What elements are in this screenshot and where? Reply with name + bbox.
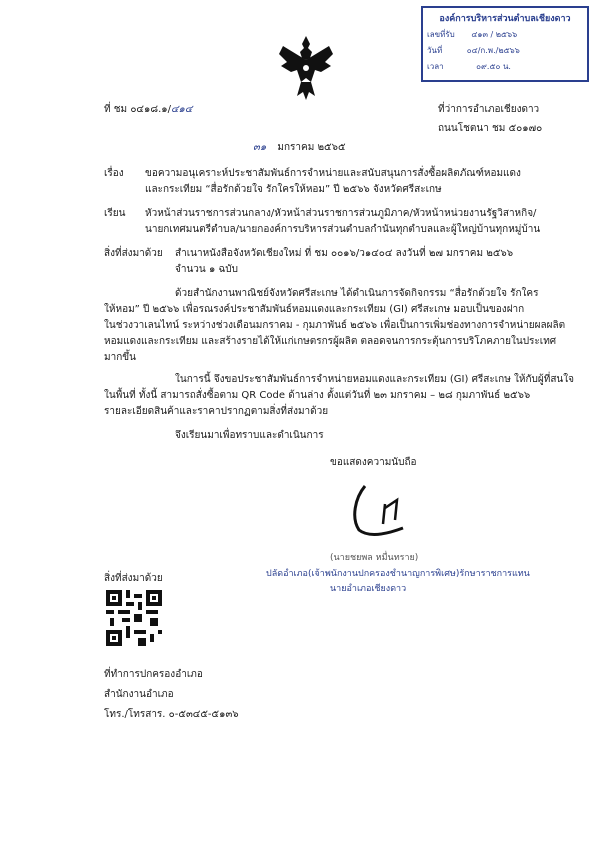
footer-line1: ที่ทำการปกครองอำเภอ xyxy=(104,669,203,680)
doc-date-day: ๓๑ xyxy=(253,142,267,153)
body-p2-line3: รายละเอียดสินค้าและราคาปรากฏตามสิ่งที่ส่งมาด้วย xyxy=(104,406,329,417)
body-p1-line2: ให้หอม” ปี ๒๕๖๖ เพื่อรณรงค์ประชาสัมพันธ์หอมแดงและกระเทียม (GI) ศรีสะเกษ มอบเป็นของฝาก xyxy=(104,304,525,315)
stamp-receive-label: เลขที่รับ xyxy=(427,30,455,39)
subject-label: เรื่อง xyxy=(104,168,124,179)
footer-line2: สำนักงานอำเภอ xyxy=(104,689,174,700)
stamp-receive-value: ๔๑๓ / ๒๕๖๖ xyxy=(471,30,518,39)
position-line2-text: นายอำเภอเชียงดาว xyxy=(330,584,407,594)
to-line1: หัวหน้าส่วนราชการส่วนกลาง/หัวหน้าส่วนราชการส่วนภูมิภาค/หัวหน้าหน่วยงานรัฐวิสาหกิจ/ xyxy=(145,208,537,219)
doc-number-text: ที่ ชม ๐๔๑๘.๑/ xyxy=(104,104,171,115)
to-label: เรียน xyxy=(104,208,126,219)
position-line1-text: ปลัดอำเภอ(เจ้าพนักงานปกครองชำนาญการพิเศษ)รักษาราชการแทน xyxy=(266,569,530,579)
office-address-line1: ที่ว่าการอำเภอเชียงดาว xyxy=(438,104,540,115)
doc-date xyxy=(253,141,346,155)
stamp-date-value: ๐๔/ก.พ./๒๕๖๖ xyxy=(466,46,520,55)
garuda-emblem-icon xyxy=(277,32,335,102)
closing-regards: ขอแสดงความนับถือ xyxy=(330,457,417,468)
stamp-org: องค์การบริหารส่วนตำบลเชียงดาว xyxy=(439,14,571,24)
body-p1-line5: มากขึ้น xyxy=(104,352,136,363)
doc-number-handwritten: ๔๑๔ xyxy=(170,104,193,115)
stamp-date-label: วันที่ xyxy=(427,46,443,55)
stamp-time-row xyxy=(427,60,587,73)
signature-icon xyxy=(345,478,417,542)
body-p1-line1: ด้วยสำนักงานพาณิชย์จังหวัดศรีสะเกษ ได้ดำเนินการจัดกิจกรรม “สื่อรักด้วยใจ รักใคร xyxy=(175,288,539,299)
body-p2-line1: ในการนี้ จึงขอประชาสัมพันธ์การจำหน่ายหอมแดงและกระเทียม (GI) ศรีสะเกษ ให้กับผู้ที่สนใจ xyxy=(175,374,575,385)
to-line2: นายกเทศมนตรีตำบล/นายกองค์การบริหารส่วนตำบลกำนันทุกตำบลและผู้ใหญ่บ้านทุกหมู่บ้าน xyxy=(145,224,541,235)
body-p1-line3: ในช่วงวาเลนไทน์ ระหว่างช่วงเดือนมกราคม - กุมภาพันธ์ ๒๕๖๖ เพื่อเป็นการเพิ่มช่องทางการจำหน่ายผลผลิต xyxy=(104,320,566,331)
stamp-time-value: ๐๙.๕๐ น. xyxy=(476,62,511,71)
receiving-stamp xyxy=(421,6,589,82)
stamp-time-label: เวลา xyxy=(427,62,444,71)
body-p3: จึงเรียนมาเพื่อทราบและดำเนินการ xyxy=(175,430,324,441)
doc-number xyxy=(104,103,192,117)
footer-line3: โทร./โทรสาร. ๐-๕๓๔๕-๕๑๓๖ xyxy=(104,709,239,720)
closing-position-line2 xyxy=(330,582,406,596)
attachment-label: สิ่งที่ส่งมาด้วย xyxy=(104,573,163,584)
subject-line2: และกระเทียม “สื่อรักด้วยใจ รักใครให้หอม” ปี ๒๕๖๖ จังหวัดศรีสะเกษ xyxy=(145,184,442,195)
stamp-receive-row xyxy=(427,28,587,41)
stamp-date-row xyxy=(427,44,587,57)
closing-position-line1 xyxy=(266,567,530,581)
qr-code-icon[interactable] xyxy=(106,590,162,646)
body-p1-line4: หอมแดงและกระเทียม และสร้างรายได้ให้แก่เกษตรกรผู้ผลิต ตลอดจนการกระตุ้นการบริโภคภายในประเทศ xyxy=(104,336,557,347)
closing-name: (นายชยพล หมื่นทราย) xyxy=(330,553,419,563)
body-p2-line2: ในพื้นที่ ทั้งนี้ สามารถสั่งซื้อตาม QR Code ด้านล่าง ตั้งแต่วันที่ ๒๓ มกราคม – ๒๘ กุมภาพันธ์ ๒๕๖๖ xyxy=(104,390,531,401)
doc-date-rest: มกราคม ๒๕๖๕ xyxy=(277,142,346,153)
reference-line2: จำนวน ๑ ฉบับ xyxy=(175,264,238,275)
subject-line1: ขอความอนุเคราะห์ประชาสัมพันธ์การจำหน่ายและสนับสนุนการสั่งซื้อผลิตภัณฑ์หอมแดง xyxy=(145,168,521,179)
office-address-line2: ถนนโชตนา ชม ๕๐๑๗๐ xyxy=(438,123,543,134)
reference-label: สิ่งที่ส่งมาด้วย xyxy=(104,248,163,259)
reference-line1: สำเนาหนังสือจังหวัดเชียงใหม่ ที่ ชม ๐๐๑๖/ว๑๔๐๔ ลงวันที่ ๒๗ มกราคม ๒๕๖๖ xyxy=(175,248,514,259)
